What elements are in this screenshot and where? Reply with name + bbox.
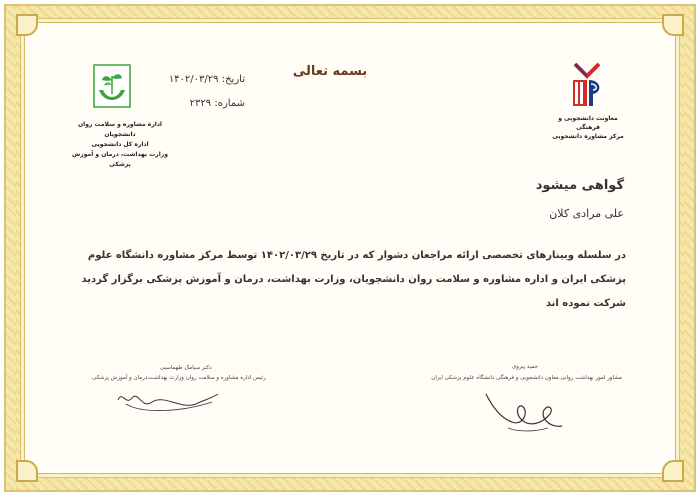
left-signature xyxy=(112,380,222,414)
left-signer-title: رئیس اداره مشاوره و سلامت روان وزارت بهداشت،درمان و آموزش پزشکی xyxy=(92,375,266,381)
invocation-title: بسمه تعالی xyxy=(292,64,368,79)
left-org-line: اداره کل دانشجویی xyxy=(91,141,149,148)
date-value: ۱۴۰۲/۰۳/۲۹ xyxy=(168,74,219,85)
left-signer-name: دکتر سیامک طهماسبی xyxy=(160,365,212,371)
right-organization xyxy=(548,114,628,141)
left-org-line: اداره مشاوره و سلامت روان دانشجویان xyxy=(78,121,162,138)
recipient-name: علی مرادی کلان xyxy=(549,207,624,220)
left-org-line: وزارت بهداشت، درمان و آموزش پزشکی xyxy=(72,151,168,168)
right-org-line: معاونت دانشجویی و فرهنگی xyxy=(558,115,618,131)
hands-plant-logo-icon xyxy=(93,64,131,108)
corner-ornament xyxy=(662,460,684,482)
number-value: ۲۳۲۹ xyxy=(189,98,212,109)
date-label: تاریخ: xyxy=(221,74,245,85)
number-label: شماره: xyxy=(214,98,245,109)
certificate-heading: گواهی میشود xyxy=(535,178,624,193)
right-signature xyxy=(478,388,568,434)
certificate-body: در سلسله وبینارهای تخصصی ارائه مراجعان دشوار که در تاریخ ۱۴۰۲/۰۳/۲۹ توسط مرکز مشاوره دانشگاه علوم پزشکی ایران و اداره مشاوره و سلامت روان دانشجویان، وزارت بهداشت، درمان و آموزش پزشکی برگزار گردید شرکت نموده اند xyxy=(81,250,626,309)
right-signer-name: حمید پیروی xyxy=(512,364,539,370)
number-line xyxy=(190,98,245,109)
date-line xyxy=(169,74,245,85)
right-signer-title: مشاور امور بهداشت روانی معاون دانشجویی و فرهنگی دانشگاه علوم پزشکی ایران xyxy=(431,375,622,381)
corner-ornament xyxy=(662,14,684,36)
university-emblem-icon xyxy=(567,60,607,110)
left-organization xyxy=(70,120,170,170)
right-org-line: مرکز مشاوره دانشجویی xyxy=(552,133,624,140)
corner-ornament xyxy=(16,460,38,482)
